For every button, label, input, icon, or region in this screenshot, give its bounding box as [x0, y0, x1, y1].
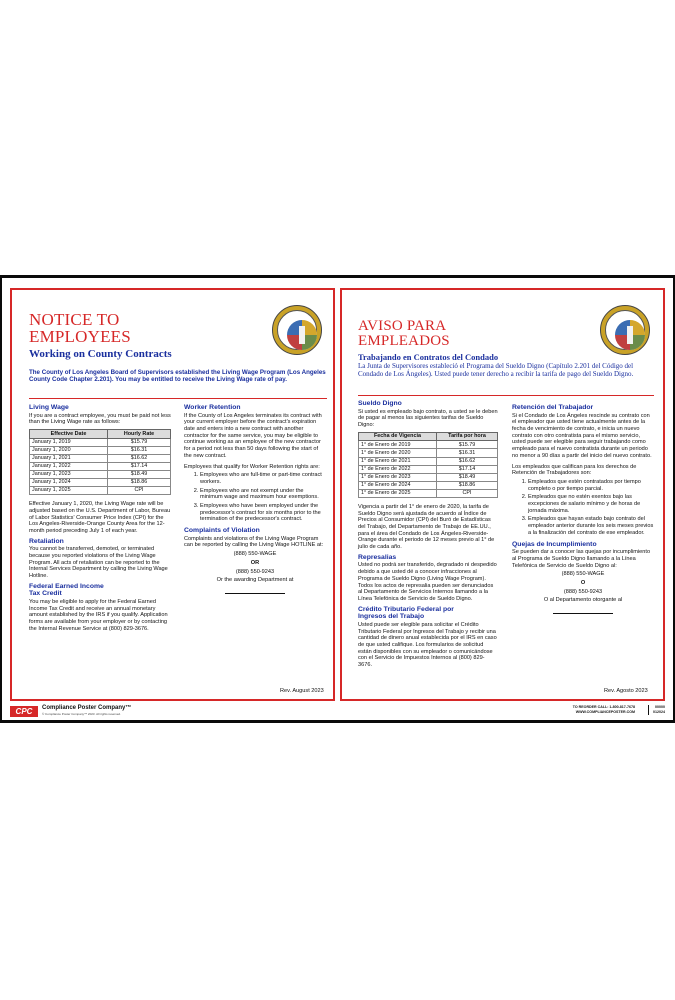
revision-date: Rev. Agosto 2023	[604, 688, 648, 694]
complaints-text: Complaints and violations of the Living Wage Program can be reported by calling the Living Wage HOTLINE at:	[184, 535, 324, 549]
left-column	[358, 397, 498, 671]
table-header: Effective Date	[30, 430, 108, 439]
complaints-text: Se pueden dar a conocer las quejas por incumplimiento al Programa de Sueldo Digno llamando a la Línea Telefónica de Servicio de Sueldo Digno al:	[512, 549, 651, 569]
list-item: 1. Empleados que estén contratados por tiempo completo o por tiempo parcial.	[528, 479, 654, 492]
county-seal-icon	[272, 305, 322, 355]
table-row: January 1, 2024 $18.86	[30, 479, 171, 487]
section-divider	[358, 395, 654, 396]
eitc-text: You may be eligible to apply for the Federal Earned Income Tax Credit and receive an annual monetary amount established by the IRS if you qualify. Application forms are available from your employer or by contacting the Internal Revenue Service at (800) 829-3676.	[29, 599, 168, 632]
revision-date: Rev. August 2023	[280, 688, 324, 694]
page-subtitle: Working on County Contracts	[29, 348, 172, 360]
awarding-text: Or the awarding Department at	[216, 577, 294, 584]
table-row: 1° de Enero de 2020 $16.31	[359, 449, 498, 457]
eitc-heading: Federal Earned Income Tax Credit	[29, 582, 104, 598]
worker-retention-text: If the County of Los Angeles terminates its contract with your current employer before the contract's expiration date and enters into a new contract with another contractor for the same service, you may be eligible to continue working as an employee of the new contractor for a period not less than 50 days following the start of the new contract.	[184, 412, 322, 459]
table-header: Tarifa por hora	[436, 432, 497, 441]
living-wage-heading: Sueldo Digno	[358, 400, 402, 407]
table-row: January 1, 2025 CPI	[30, 487, 171, 495]
worker-retention-heading: Retención del Trabajador	[512, 404, 594, 411]
county-seal-icon	[600, 305, 650, 355]
notice-title	[29, 311, 131, 345]
awarding-text: O al Departamento otorgante al	[543, 597, 623, 604]
cpi-adjust-text: Vigencia a partir del 1° de enero de 2020, la tarifa de Sueldo Digno será ajustada de acuerdo al Índice de Precios al Consumidor (CPI) del Buró de Estadísticas del Trabajo, del Departamento de Trabajo de EE.UU., para el área del Condado de Los Ángeles-Riverside-Orange durante el periodo de 12 meses previo al 1° de julio de cada año.	[358, 503, 495, 551]
retaliation-heading: Retaliation	[29, 537, 64, 545]
eitc-text: Usted puede ser elegible para solicitar el Crédito Tributario Federal por Ingresos del Trabajo y recibir una cantidad de dinero anual establecida por el IRS en caso de que usted califique. Los formularios de solicitud están disponibles con su empleador o comunicándose con el Servicio de Impuestos Internos al (800) 829-3676.	[358, 621, 497, 669]
qualify-list	[512, 479, 654, 537]
or-text: O	[580, 579, 586, 586]
english-panel	[10, 288, 335, 701]
table-row: January 1, 2019 $15.79	[30, 438, 171, 446]
complaints-heading: Quejas de Incumplimiento	[512, 540, 597, 548]
title-line-2: EMPLOYEES	[29, 327, 131, 346]
worker-retention-heading: Worker Retention	[184, 404, 241, 411]
table-header: Hourly Rate	[108, 430, 171, 439]
brand-copyright: © Compliance Poster Company™ 2023. All rights reserved.	[42, 712, 121, 716]
reorder-info: TO REORDER CALL: 1-800-817-7678 WWW.COMPLIANCEPOSTER.COM	[572, 705, 635, 714]
cpi-adjust-text: Effective January 1, 2020, the Living Wage rate will be adjusted based on the U.S. Department of Labor, Bureau of Labor Statistics' Consumer Price Index (CPI) for the Los Angeles-Riverside-Orange County Area for the 12-month period preceding July 1 of each year.	[29, 501, 171, 535]
poster-code: 00000 012024	[648, 705, 665, 715]
hotline-phone-alt: (888) 550-9243	[235, 568, 275, 575]
left-column	[29, 401, 171, 635]
table-row: 1° de Enero de 2025 CPI	[359, 489, 498, 497]
qualify-list	[184, 472, 326, 523]
list-item: 2. Empleados que no estén exentos bajo las excepciones de salario mínimo y de horas de jornada máxima.	[528, 494, 654, 514]
cpc-logo: CPC	[10, 706, 38, 717]
blank-line	[553, 607, 613, 614]
title-line-1: AVISO PARA	[358, 318, 447, 334]
table-row: January 1, 2021 $16.62	[30, 454, 171, 462]
table-row: January 1, 2023 $18.49	[30, 471, 171, 479]
worker-retention-text: Si el Condado de Los Ángeles rescinde su contrato con el empleador que usted tiene actualmente antes de la fecha de vencimiento de contrato, e inicia un nuevo contrato con otro contratista para el mismo servicio, usted puede ser elegible para seguir trabajando como empleado para el nuevo contratista durante un periodo no menor a 90 días a partir del inicio del nuevo contrato.	[512, 412, 652, 459]
living-wage-heading: Living Wage	[29, 404, 69, 411]
list-item: 3. Employees who have been employed under the predecessor's contract for six months prior to the termination of the predecessor's contract.	[200, 503, 326, 523]
poster	[0, 275, 675, 723]
hotline-phone: (888) 550-WAGE	[561, 571, 605, 578]
list-item: 3. Empleados que hayan estado bajo contrato del empleador anterior durante los seis meses previos a la finalización del contrato de ese empleador.	[528, 516, 654, 536]
table-header: Fecha de Vigencia	[359, 432, 437, 441]
table-row: January 1, 2020 $16.31	[30, 446, 171, 454]
table-row: 1° de Enero de 2023 $18.49	[359, 473, 498, 481]
aviso-title	[358, 319, 450, 349]
intro-text: La Junta de Supervisores estableció el Programa del Sueldo Digno (Capítulo 2.201 del Código del Condado de Los Ángeles). Usted puede tener derecho a recibir la tarifa de pago del Sueldo Digno.	[358, 362, 634, 378]
brand-name: Compliance Poster Company™	[42, 705, 132, 711]
title-line-1: NOTICE TO	[29, 310, 120, 329]
table-row: 1° de Enero de 2019 $15.79	[359, 441, 498, 449]
list-item: 1. Employees who are full-time or part-time contract workers.	[200, 472, 326, 485]
page-subtitle: Trabajando en Contratos del Condado	[358, 352, 499, 362]
title-line-2: EMPLEADOS	[358, 333, 450, 349]
or-text: OR	[250, 559, 260, 566]
poster-footer	[10, 704, 665, 720]
table-row: 1° de Enero de 2024 $18.86	[359, 481, 498, 489]
living-wage-text: If you are a contract employee, you must be paid not less than the Living Wage rate as follows:	[29, 412, 171, 426]
section-divider	[29, 398, 327, 399]
spanish-panel	[340, 288, 665, 701]
hotline-phone: (888) 550-WAGE	[233, 551, 277, 558]
hotline-phone-alt: (888) 550-9243	[563, 588, 603, 595]
complaints-heading: Complaints of Violation	[184, 527, 260, 535]
wage-rate-table	[358, 432, 498, 498]
retaliation-text: Usted no podrá ser transferido, degradado ni despedido debido a que usted dé a conocer infracciones al Programa de Sueldo Digno (Living Wage Program). Todos los actos de represalia pueden ser denunciados al Departamento de Servicios Internos llamando a la Línea Telefónica de Servicio de Sueldo Digno.	[358, 562, 497, 602]
right-column	[512, 401, 654, 614]
living-wage-text: Si usted es empleado bajo contrato, a usted se le deben de pagar al menos las siguientes tarifas de Sueldo Digno:	[358, 408, 498, 428]
table-row: 1° de Enero de 2022 $17.14	[359, 465, 498, 473]
eitc-heading: Crédito Tributario Federal por Ingresos del Trabajo	[358, 605, 454, 621]
table-row: January 1, 2022 $17.14	[30, 462, 171, 470]
retaliation-text: You cannot be transferred, demoted, or terminated because you reported violations of the Living Wage Program. All acts of retaliation can be reported to the Internal Services Department by calling the Living Wage Hotline.	[29, 546, 168, 580]
list-item: 2. Employees who are not exempt under the minimum wage and maximum hour exemptions.	[200, 488, 326, 501]
wage-rate-table	[29, 429, 171, 495]
blank-line	[225, 587, 285, 594]
table-row: 1° de Enero de 2021 $16.62	[359, 457, 498, 465]
qualify-text: Los empleados que califican para los derechos de Retención de Trabajadores son:	[512, 463, 637, 477]
retaliation-heading: Represalias	[358, 553, 397, 561]
intro-text: The County of Los Angeles Board of Supervisors established the Living Wage Program (Los Angeles County Code Chapter 2.201). You may be entitled to receive the Living Wage rate of pay.	[29, 369, 326, 384]
right-column	[184, 401, 326, 594]
qualify-text: Employees that qualify for Worker Retention rights are:	[184, 463, 320, 470]
